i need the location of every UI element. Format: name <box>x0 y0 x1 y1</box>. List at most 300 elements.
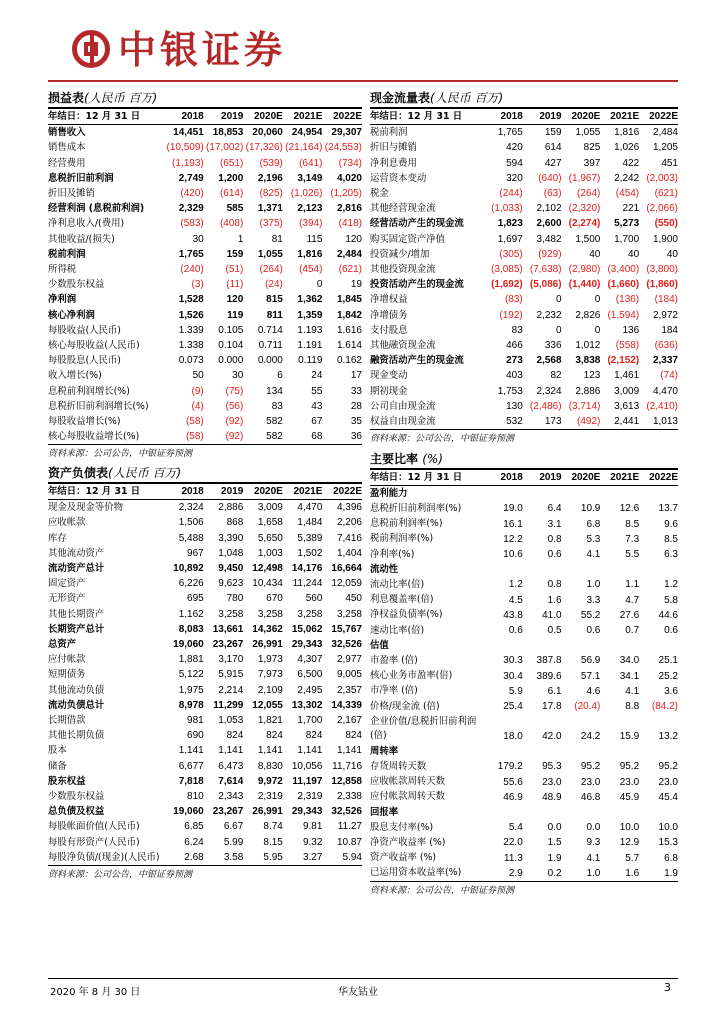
cell-value: 3,390 <box>218 532 244 544</box>
table-row <box>48 743 362 758</box>
cell-value: 2.9 <box>508 867 523 879</box>
cell-value: (1,205) <box>330 188 362 200</box>
row-label: 利息覆盖率(倍) <box>370 594 434 606</box>
cell-value: 8.8 <box>625 701 640 712</box>
cell-value: 2021E <box>600 470 639 486</box>
cell-value: (83) <box>504 294 523 306</box>
row-label: 总负债及权益 <box>48 806 105 818</box>
cell-value: 2,568 <box>536 355 562 367</box>
cell-value: 1,003 <box>257 547 283 559</box>
cell-value: 50 <box>192 370 204 382</box>
cell-value: 5.4 <box>508 822 523 834</box>
cell-value: 5,488 <box>178 532 204 544</box>
cell-value: 1,502 <box>297 547 323 559</box>
cell-value: 15,767 <box>331 623 362 635</box>
cell-value: 420 <box>506 142 523 154</box>
cell-value <box>600 562 639 577</box>
cell-value: (734) <box>338 157 362 169</box>
row-label: 流动负债总计 <box>48 699 105 711</box>
cell-value: 4,020 <box>336 172 362 184</box>
table-row <box>370 216 678 231</box>
table-row <box>370 262 678 277</box>
cell-value: 5.5 <box>625 549 640 560</box>
cell-value: 5.94 <box>342 851 362 863</box>
cell-value: 0 <box>594 324 601 336</box>
table-row <box>48 308 362 323</box>
row-label: 净增权益 <box>370 294 408 306</box>
cell-value: 2,495 <box>297 684 323 696</box>
cell-value: 868 <box>226 517 244 529</box>
cell-value: 13.2 <box>658 731 678 742</box>
cell-value <box>639 744 678 759</box>
cell-value: 25.2 <box>658 670 678 682</box>
table-row <box>370 338 678 353</box>
cell-value: (264) <box>259 264 283 276</box>
cell-value: (264) <box>577 188 601 200</box>
cell-value: 82 <box>550 370 562 382</box>
cell-value: 1,141 <box>257 745 283 757</box>
row-label: 期初现金 <box>370 385 408 397</box>
row-label: 息税前利润率(%) <box>370 518 443 530</box>
cell-value: 1,362 <box>297 294 323 306</box>
cell-value: 57.1 <box>580 670 601 682</box>
row-label: 收入增长(%) <box>48 370 102 382</box>
row-label: 现金变动 <box>370 370 408 382</box>
cell-value: 387.8 <box>536 655 562 667</box>
cell-value: 15.3 <box>658 837 678 849</box>
cell-value: 12.2 <box>503 533 523 545</box>
row-label: 净利息费用 <box>370 157 417 169</box>
cell-value: 2,972 <box>652 309 678 321</box>
cell-value: (408) <box>219 218 244 230</box>
cell-value: 29,343 <box>291 806 323 818</box>
table-row <box>48 500 362 516</box>
cell-value: (92) <box>225 416 244 428</box>
cell-value: (9) <box>191 385 204 397</box>
row-label: 市净率 (倍) <box>370 685 418 697</box>
cell-value: 2.68 <box>184 851 204 863</box>
cell-value: (492) <box>577 416 601 428</box>
cell-value: 2021E <box>283 484 323 500</box>
cell-value: 2018 <box>164 109 204 125</box>
cell-value: 13,302 <box>291 699 323 711</box>
cell-value: 1,055 <box>257 248 283 260</box>
cell-value: (621) <box>338 264 362 276</box>
row-label: 年结日：12 月 31 日 <box>370 470 484 486</box>
cell-value: 0.073 <box>178 355 204 367</box>
row-label: 长期借款 <box>48 715 86 727</box>
row-label: 长期资产总计 <box>48 623 105 635</box>
cell-value: 2,324 <box>536 385 562 397</box>
cell-value: 134 <box>266 385 283 397</box>
row-label: 核心业务市盈率(倍) <box>370 670 453 682</box>
cell-value: 10,892 <box>173 563 204 575</box>
table-row <box>48 819 362 834</box>
cell-value: 23.0 <box>542 776 562 788</box>
cell-value <box>484 486 523 502</box>
cell-value: 10,434 <box>252 578 283 590</box>
cell-value: 5.9 <box>508 685 523 697</box>
cell-value: (305) <box>499 248 523 260</box>
cell-value: 3,258 <box>336 608 362 620</box>
table-row <box>370 684 678 699</box>
ratios-title: 主要比率 (%) <box>370 450 678 470</box>
cell-value <box>639 805 678 820</box>
cell-value: 19,060 <box>173 639 204 651</box>
cell-value: 1,359 <box>297 309 323 321</box>
cell-value: 2022E <box>639 470 678 486</box>
cell-value: (63) <box>543 188 562 200</box>
cell-value: 3.6 <box>664 685 678 697</box>
cell-value: 2,357 <box>336 684 362 696</box>
cell-value: 1.193 <box>297 324 323 336</box>
cell-value: 29,343 <box>291 639 323 651</box>
footer-date: 2020 年 8 月 30 日 <box>50 987 141 998</box>
cell-value: 2,343 <box>218 791 244 803</box>
table-row <box>370 171 678 186</box>
ratios-source: 资料来源：公司公告，中银证券预测 <box>370 881 678 900</box>
cell-value: 2019 <box>523 109 562 125</box>
cell-value: 55.6 <box>503 776 523 788</box>
cell-value: 1,823 <box>497 218 523 230</box>
cell-value <box>600 744 639 759</box>
cell-value: 2,232 <box>536 309 562 321</box>
cell-value: 1,162 <box>178 608 204 620</box>
cell-value: 2,886 <box>218 502 244 514</box>
cell-value: 670 <box>266 593 283 605</box>
cell-value: 0.000 <box>257 355 283 367</box>
table-row <box>370 577 678 592</box>
cell-value: 5,389 <box>297 532 323 544</box>
cell-value: 3,482 <box>536 233 562 245</box>
table-row <box>370 608 678 623</box>
cell-value: 403 <box>506 370 523 382</box>
cell-value: 15.9 <box>619 731 640 742</box>
cell-value: 5,122 <box>178 669 204 681</box>
cell-value <box>600 805 639 820</box>
cell-value: 967 <box>187 547 204 559</box>
cell-value: 41.0 <box>542 609 562 621</box>
cell-value: 1,484 <box>297 517 323 529</box>
cell-value: 2,167 <box>336 715 362 727</box>
cell-value: 46.8 <box>580 791 601 803</box>
cell-value: 83 <box>271 400 283 412</box>
cell-value: 1,200 <box>218 172 244 184</box>
balance-source: 资料来源：公司公告，中银证券预测 <box>48 865 362 884</box>
table-row <box>370 638 678 653</box>
income-source: 资料来源：公司公告，中银证券预测 <box>48 444 362 463</box>
cell-value: 2,600 <box>536 218 562 230</box>
cell-value: 23,267 <box>212 806 244 818</box>
table-row <box>370 323 678 338</box>
table-row <box>48 414 362 429</box>
cell-value: 3,258 <box>297 608 323 620</box>
cell-value: 2018 <box>484 470 523 486</box>
cell-value: 1,141 <box>218 745 244 757</box>
cell-value: 43 <box>311 400 323 412</box>
cell-value: 9,972 <box>257 775 283 787</box>
cell-value: 0.711 <box>258 340 283 352</box>
cell-value: 0.0 <box>586 822 601 834</box>
cell-value: 1.0 <box>586 579 601 591</box>
cell-value: 1.5 <box>547 837 562 849</box>
table-row <box>48 850 362 865</box>
cell-value: 8.5 <box>664 533 678 545</box>
cell-value: 2021E <box>283 109 323 125</box>
row-label: 税前利润 <box>48 248 86 260</box>
cell-value: 690 <box>187 730 204 742</box>
cell-value: 5,273 <box>614 218 640 230</box>
cell-value <box>484 638 523 653</box>
table-row <box>370 156 678 171</box>
cell-value: 24,954 <box>291 127 323 139</box>
cell-value: (10,509) <box>166 142 204 154</box>
row-label: 公司自由现金流 <box>370 400 436 412</box>
table-row <box>370 805 678 820</box>
cell-value: 7.3 <box>625 533 640 545</box>
table-row <box>370 623 678 638</box>
cell-value <box>562 562 601 577</box>
cell-value: (7,638) <box>529 264 562 276</box>
cell-value: 4.1 <box>625 685 640 697</box>
cell-value: 8.5 <box>625 518 640 530</box>
cell-value: 0.6 <box>508 625 523 636</box>
cell-value: 42.0 <box>542 731 562 742</box>
cell-value: 3,258 <box>257 608 283 620</box>
cell-value: 33 <box>350 385 362 397</box>
bank-logo-icon <box>72 30 110 68</box>
cell-value <box>600 486 639 502</box>
cell-value: 9,005 <box>336 669 362 681</box>
cell-value: 1,026 <box>614 142 640 154</box>
table-header-row <box>48 484 362 500</box>
cell-value: 9.81 <box>302 821 323 833</box>
table-row <box>48 262 362 277</box>
cell-value: (4) <box>191 400 204 412</box>
cell-value: 8,083 <box>178 623 204 635</box>
cell-value: 17 <box>350 370 362 382</box>
table-row <box>370 277 678 292</box>
footer-divider <box>48 978 678 979</box>
cell-value: 1.338 <box>178 340 204 352</box>
table-row <box>48 759 362 774</box>
row-label: 其他流动资产 <box>48 547 105 559</box>
row-label: 少数股东权益 <box>48 279 105 291</box>
cell-value: 6,500 <box>297 669 323 681</box>
cell-value: 44.6 <box>658 609 678 621</box>
cell-value: 2020E <box>562 470 601 486</box>
table-row <box>48 171 362 186</box>
cell-value: 10.6 <box>503 549 523 560</box>
row-label: 投资减少/增加 <box>370 248 430 260</box>
table-row <box>48 247 362 262</box>
cell-value: 1 <box>237 233 244 245</box>
row-label: 税金 <box>370 188 389 200</box>
cell-value: 614 <box>544 142 562 154</box>
row-label: 已运用资本收益率(%) <box>370 867 462 879</box>
cell-value: 2,123 <box>297 203 323 215</box>
cell-value: 2022E <box>639 109 678 125</box>
table-row <box>370 775 678 790</box>
cell-value: 422 <box>622 157 640 169</box>
cell-value: (641) <box>299 157 323 169</box>
cell-value: 30.3 <box>503 655 523 667</box>
table-row <box>48 384 362 399</box>
row-label: 息税折旧前利润 <box>48 172 114 184</box>
cell-value: 136 <box>622 324 640 336</box>
cell-value: 0.162 <box>336 355 362 367</box>
row-label: 销售收入 <box>48 127 86 139</box>
cell-value <box>600 638 639 653</box>
cell-value: 824 <box>226 730 244 742</box>
row-label: 息税折旧前利润率(%) <box>370 502 462 514</box>
cell-value: 28 <box>350 400 362 412</box>
cell-value: 2,816 <box>336 203 362 215</box>
cell-value: 1.2 <box>508 579 523 591</box>
cell-value: 4,307 <box>297 654 323 666</box>
row-label: 净利息收入/(费用) <box>48 218 125 230</box>
cell-value: 824 <box>266 730 283 742</box>
cell-value: 40 <box>666 248 678 260</box>
table-row <box>370 835 678 850</box>
cell-value: 0.6 <box>586 625 601 636</box>
cell-value: 7,973 <box>257 669 283 681</box>
cell-value: 2,242 <box>614 172 640 184</box>
cell-value: 2,977 <box>336 654 362 666</box>
cell-value: 1,821 <box>257 715 283 727</box>
cell-value: 43.8 <box>503 609 523 621</box>
cell-value: 1.9 <box>547 852 562 864</box>
cell-value: 221 <box>622 203 640 215</box>
cell-value <box>523 486 562 502</box>
cell-value: (825) <box>259 188 283 200</box>
cell-value: 1,765 <box>497 127 523 139</box>
cell-value: 2,206 <box>336 517 362 529</box>
cell-value: 1.614 <box>336 340 362 352</box>
cell-value: 3.27 <box>302 851 323 863</box>
cell-value: 32,526 <box>331 639 362 651</box>
row-label: 核心每股收益增长(%) <box>48 431 140 443</box>
page-header <box>0 0 724 90</box>
cell-value: 2018 <box>164 484 204 500</box>
page-number: 3 <box>664 981 671 994</box>
cell-value: 0.119 <box>298 355 323 367</box>
row-label: 回报率 <box>370 806 399 818</box>
income-table <box>48 109 362 444</box>
row-label: 应付帐款周转天数 <box>370 791 446 803</box>
row-label: 应付帐款 <box>48 654 86 666</box>
income-statement-panel <box>48 89 362 463</box>
row-label: 盈利能力 <box>370 487 408 499</box>
cell-value: 19,060 <box>173 806 204 818</box>
cell-value: (74) <box>660 370 678 382</box>
table-row <box>48 576 362 591</box>
cashflow-table <box>370 109 678 429</box>
cell-value: 17.8 <box>542 701 562 712</box>
cell-value: (418) <box>338 218 362 230</box>
cell-value: 120 <box>226 294 244 306</box>
cell-value: 2,319 <box>257 791 283 803</box>
cell-value: 46.9 <box>503 791 523 803</box>
cell-value: (636) <box>654 340 678 352</box>
cell-value: 2019 <box>204 109 244 125</box>
table-row <box>370 653 678 668</box>
cell-value: 6.8 <box>586 518 601 530</box>
row-label: 折旧及摊销 <box>48 188 95 200</box>
cell-value: 1.6 <box>625 867 640 879</box>
table-row <box>48 804 362 819</box>
cell-value: (24,553) <box>324 142 362 154</box>
row-label: 净利率(%) <box>370 548 415 560</box>
cell-value: 1,141 <box>178 745 204 757</box>
cell-value: 55.2 <box>580 609 601 621</box>
cell-value: 14,451 <box>173 127 204 139</box>
row-label: 年结日：12 月 31 日 <box>48 484 164 500</box>
cell-value: (583) <box>180 218 204 230</box>
table-row <box>48 789 362 804</box>
cell-value: 32,526 <box>331 806 362 818</box>
ratios-table <box>370 470 678 881</box>
table-header-row <box>48 109 362 125</box>
cell-value: 1,371 <box>257 203 283 215</box>
cell-value <box>562 486 601 502</box>
cell-value: 1,842 <box>336 309 362 321</box>
cell-value: (1,967) <box>568 172 601 184</box>
cell-value: 8.74 <box>263 821 283 833</box>
cell-value: 15,062 <box>291 623 323 635</box>
table-row <box>370 714 678 744</box>
cell-value: 1,055 <box>575 127 601 139</box>
cell-value: 0.6 <box>547 549 562 560</box>
cell-value: 14,339 <box>331 699 362 711</box>
cell-value: 1,048 <box>218 547 244 559</box>
cell-value: (1,026) <box>290 188 323 200</box>
cell-value <box>523 805 562 820</box>
cell-value: 23,267 <box>212 639 244 651</box>
table-row <box>48 561 362 576</box>
table-row <box>48 683 362 698</box>
cell-value: 2,886 <box>575 385 601 397</box>
cell-value: 22.0 <box>503 837 523 849</box>
row-label: 销售成本 <box>48 142 86 154</box>
cell-value: 2,749 <box>178 172 204 184</box>
cell-value: 23.0 <box>580 776 601 788</box>
row-label: 年结日：12 月 31 日 <box>370 109 484 125</box>
cell-value: 2,337 <box>652 355 678 367</box>
cell-value: 4.5 <box>508 594 523 606</box>
table-row <box>48 637 362 652</box>
cell-value: 0 <box>556 324 562 336</box>
cell-value: (24) <box>265 279 283 291</box>
cell-value: 5.8 <box>664 594 678 606</box>
row-label: 每股股息(人民币) <box>48 355 121 367</box>
cell-value: 4.1 <box>586 549 601 560</box>
cell-value: 13,661 <box>212 623 244 635</box>
cell-value: 5,915 <box>218 669 244 681</box>
cell-value: 2020E <box>243 484 283 500</box>
cell-value: 1,973 <box>257 654 283 666</box>
cell-value: 3,009 <box>614 385 640 397</box>
cell-value: 4,396 <box>336 502 362 514</box>
cell-value: 560 <box>305 593 323 605</box>
cell-value: (621) <box>654 188 678 200</box>
table-row <box>370 201 678 216</box>
cell-value: (92) <box>225 431 244 443</box>
table-row <box>48 201 362 216</box>
cell-value: 981 <box>187 715 204 727</box>
cell-value: 20,060 <box>252 127 283 139</box>
table-row <box>370 820 678 835</box>
